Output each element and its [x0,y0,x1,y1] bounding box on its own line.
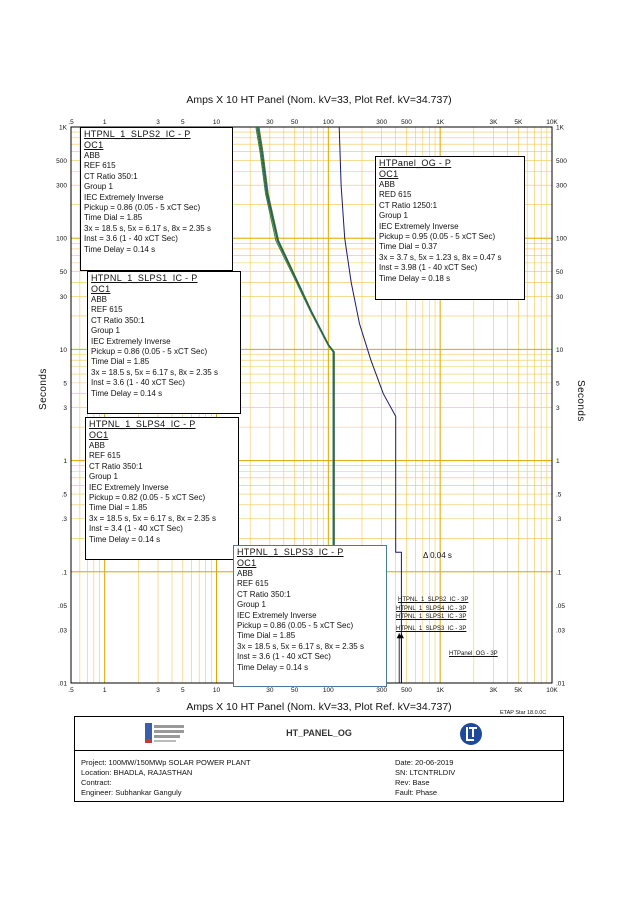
relay-line: Time Dial = 1.85 [84,213,143,223]
relay-line: REF 615 [91,305,123,315]
y-tick-label: 30 [59,293,67,301]
y-tick-label: 10 [556,346,564,354]
relay-line: 3x = 3.7 s, 5x = 1.23 s, 8x = 0.47 s [379,252,502,262]
relay-line: Time Delay = 0.14 s [89,534,161,544]
x-tick-label: 300 [376,687,388,694]
x-tick-label: 10 [212,119,221,126]
y-tick-label: 1K [556,124,564,132]
relay-title: HTPNL_1_SLPS3_IC - P [237,547,344,557]
fault-info: Fault: Phase [395,788,438,797]
relay-line: IEC Extremely Inverse [237,610,317,620]
relay-sub: OC1 [91,284,111,294]
y-tick-label: .1 [556,569,562,577]
relay-line: Time Dial = 1.85 [89,503,148,513]
y-tick-label: .05 [57,602,67,610]
y-tick-label: 3 [556,405,560,413]
y-tick-label: 500 [56,157,67,165]
x-tick-label: 5K [514,687,523,694]
relay-sub: OC1 [237,558,257,568]
relay-sub: OC1 [84,140,104,150]
relay-title: HTPNL_1_SLPS4_IC - P [89,419,196,429]
relay-line: CT Ratio 350:1 [91,315,145,325]
device-label[interactable]: HTPNL_1_SLPS2_IC - 3P [398,597,469,603]
relay-line: REF 615 [84,161,116,171]
delta-annotation: Δ 0.04 s [423,551,452,560]
y-tick-label: .03 [556,627,566,635]
drawing-name: HT_PANEL_OG [286,728,352,738]
relay-line: 3x = 18.5 s, 5x = 6.17 s, 8x = 2.35 s [91,367,218,377]
sn-info: SN: LTCNTRLDIV [395,768,456,777]
relay-title: HTPNL_1_SLPS1_IC - P [91,273,198,283]
x-tick-label: 1 [102,687,107,694]
x-tick-label: 5 [181,119,185,126]
y-tick-label: .5 [556,491,562,499]
y-tick-label: 30 [556,293,564,301]
relay-sub: OC1 [379,169,399,179]
x-tick-label: 30 [266,687,274,694]
relay-line: Inst = 3.4 (1 - 40 xCT Sec) [89,524,183,534]
relay-line: Time Delay = 0.14 s [84,244,156,254]
relay-line: IEC Extremely Inverse [91,336,171,346]
x-tick-label: 1K [436,687,445,694]
relay-line: Pickup = 0.86 (0.05 - 5 xCT Sec) [237,621,354,631]
x-tick-label: 3K [489,687,498,694]
y-tick-label: 1 [63,458,67,466]
y-tick-label: 5 [556,380,560,388]
y-tick-label: .5 [61,491,67,499]
title-block [74,716,564,802]
y-tick-label: 300 [556,182,567,190]
etap-version: ETAP Star 18.0.0C [500,710,547,716]
relay-line: ABB [379,180,396,189]
y-tick-label: .1 [61,569,67,577]
relay-box-htpanel-og[interactable] [375,156,525,300]
relay-line: IEC Extremely Inverse [89,482,169,492]
relay-line: 3x = 18.5 s, 5x = 6.17 s, 8x = 2.35 s [237,641,364,651]
x-tick-label: 300 [376,119,388,126]
x-tick-label: 3 [156,687,160,694]
x-tick-label: 5 [181,687,185,694]
relay-line: Pickup = 0.86 (0.05 - 5 xCT Sec) [91,347,208,357]
relay-line: CT Ratio 350:1 [237,589,291,599]
x-tick-label: 50 [291,687,299,694]
relay-line: Group 1 [91,326,120,336]
y-tick-label: 100 [556,235,567,243]
contract-info: Contract: [81,778,112,787]
x-tick-label: 1K [436,119,445,126]
relay-line: Group 1 [379,211,408,221]
y-tick-label: .01 [556,680,566,688]
y-tick-label: 5 [63,380,67,388]
relay-line: ABB [91,295,108,304]
x-tick-label: 500 [401,119,412,126]
relay-line: REF 615 [237,579,269,589]
relay-box-slps3[interactable] [233,545,387,687]
device-label[interactable]: HTPNL_1_SLPS1_IC - 3P [396,614,467,620]
y-axis-label-left: Seconds [38,368,49,410]
chart-title-bottom: Amps X 10 HT Panel (Nom. kV=33, Plot Ref. kV=34.737) [186,701,452,713]
relay-line: CT Ratio 350:1 [84,171,138,181]
relay-line: Pickup = 0.82 (0.05 - 5 xCT Sec) [89,493,206,503]
relay-title: HTPanel_OG - P [379,158,452,168]
relay-sub: OC1 [89,430,109,440]
y-tick-label: .3 [61,516,67,524]
relay-line: Time Dial = 1.85 [91,357,150,367]
relay-line: IEC Extremely Inverse [379,221,459,231]
relay-line: CT Ratio 1250:1 [379,200,438,210]
device-label[interactable]: HTPNL_1_SLPS3_IC - 3P [396,626,467,632]
relay-line: Time Delay = 0.14 s [91,388,163,398]
relay-line: REF 615 [89,451,121,461]
y-tick-label: 10 [59,346,67,354]
project-info: Project: 100MW/150MWp SOLAR POWER PLANT [81,758,251,767]
location-info: Location: BHADLA, RAJASTHAN [81,768,193,777]
x-tick-label: 30 [266,119,274,126]
relay-line: ABB [237,569,254,578]
y-tick-label: .03 [57,627,67,635]
relay-box-slps4[interactable] [85,417,239,560]
relay-line: Time Dial = 0.37 [379,242,438,252]
relay-line: Time Dial = 1.85 [237,631,296,641]
relay-line: Time Delay = 0.14 s [237,662,309,672]
y-tick-label: 1K [59,124,67,132]
device-label[interactable]: HTPanel_OG - 3P [449,651,498,657]
rev-info: Rev: Base [395,778,430,787]
y-tick-label: 3 [63,405,67,413]
relay-box-slps2[interactable] [80,127,233,271]
x-tick-label: 100 [322,119,334,126]
relay-line: 3x = 18.5 s, 5x = 6.17 s, 8x = 2.35 s [89,513,216,523]
y-tick-label: .01 [57,680,67,688]
relay-line: Group 1 [84,182,113,192]
relay-line: ABB [89,441,106,450]
x-tick-label: 50 [291,119,299,126]
x-tick-label: 100 [322,687,334,694]
y-tick-label: 300 [56,182,67,190]
y-tick-label: .05 [556,602,566,610]
y-tick-label: 50 [556,269,564,277]
relay-line: Time Delay = 0.18 s [379,273,451,283]
relay-line: 3x = 18.5 s, 5x = 6.17 s, 8x = 2.35 s [84,223,211,233]
y-tick-label: 1 [556,458,560,466]
chart-title-top: Amps X 10 HT Panel (Nom. kV=33, Plot Ref. kV=34.737) [186,94,452,106]
engineer-info: Engineer: Subhankar Ganguly [81,788,182,797]
relay-line: Inst = 3.6 (1 - 40 xCT Sec) [91,378,185,388]
y-tick-label: 100 [56,235,67,243]
relay-title: HTPNL_1_SLPS2_IC - P [84,129,191,139]
relay-line: Group 1 [237,600,266,610]
x-tick-label: 1 [102,119,107,126]
relay-box-slps1[interactable] [87,271,241,414]
x-tick-label: 10 [212,687,221,694]
y-tick-label: 500 [556,157,567,165]
relay-line: Group 1 [89,472,118,482]
relay-line: ABB [84,151,101,160]
relay-line: Pickup = 0.95 (0.05 - 5 xCT Sec) [379,232,496,242]
x-tick-label: 3 [156,119,160,126]
x-tick-label: 3K [489,119,498,126]
y-tick-label: .3 [556,516,562,524]
relay-line: Inst = 3.6 (1 - 40 xCT Sec) [237,652,331,662]
x-tick-label: .5 [68,119,74,126]
x-tick-label: 500 [401,687,412,694]
y-axis-label-right: Seconds [575,380,586,422]
x-tick-label: 10K [546,687,558,694]
relay-line: RED 615 [379,190,412,200]
relay-line: Inst = 3.6 (1 - 40 xCT Sec) [84,234,178,244]
relay-line: CT Ratio 350:1 [89,461,143,471]
x-tick-label: 5K [514,119,523,126]
device-label[interactable]: HTPNL_1_SLPS4_IC - 3P [396,606,467,612]
x-tick-label: .5 [68,687,74,694]
x-tick-label: 10K [546,119,558,126]
relay-line: Pickup = 0.86 (0.05 - 5 xCT Sec) [84,203,201,213]
y-tick-label: 50 [59,269,67,277]
lt-logo [460,723,482,745]
relay-line: IEC Extremely Inverse [84,192,164,202]
relay-line: Inst = 3.98 (1 - 40 xCT Sec) [379,263,478,273]
date-info: Date: 20-06-2019 [395,758,454,767]
